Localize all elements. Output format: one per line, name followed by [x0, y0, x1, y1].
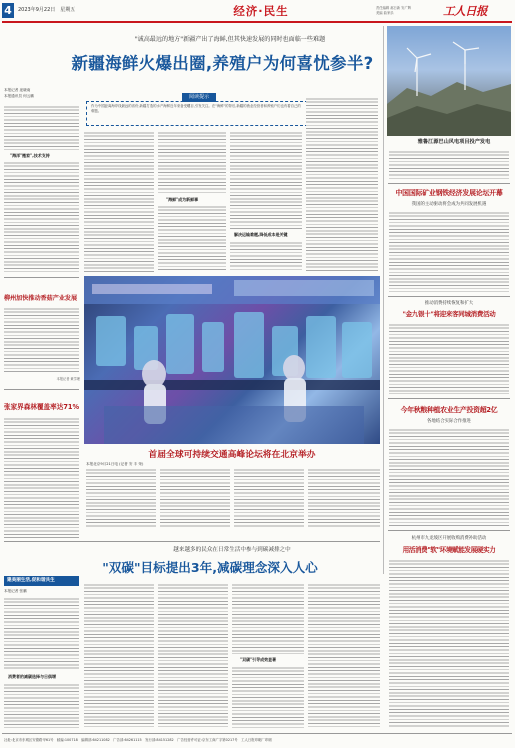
lead-body-col4-a: [230, 130, 302, 230]
forum-subhead: 我国的主动驱动将会成为共同发展机遇: [411, 202, 487, 207]
carbon-body-col4-b: [232, 665, 304, 728]
right-rule: [388, 530, 510, 531]
forum-body: [389, 210, 509, 292]
lead-subhead-3: 解决运输难题,降低成本是关键: [234, 232, 288, 237]
transport-forum-body-4: [308, 467, 380, 527]
jiulongpo-body: [389, 558, 509, 728]
header-rule: [2, 21, 512, 23]
page-number-badge: 4: [2, 3, 14, 18]
transport-forum-body-2: [160, 467, 230, 527]
date-line: 2023年9月22日 星期五: [18, 7, 76, 13]
wind-turbines-illustration: [387, 26, 511, 136]
brief1-body: [4, 306, 79, 374]
bottom-rule: [4, 541, 380, 542]
transport-forum-body-1: [86, 467, 156, 527]
consumption-body: [389, 322, 509, 394]
carbon-subhead-1: 消费者的减碳选择与日俱增: [8, 674, 56, 679]
wind-farm-photo: [387, 26, 511, 136]
transport-forum-byline: 本报北京9月21日电 (记者 安 丰 荣): [86, 462, 144, 466]
carbon-body-col4-a: [232, 582, 304, 654]
wind-farm-caption: 雅鲁江源巴山风电项目投产发电: [417, 139, 491, 145]
seafood-lab-photo: [84, 276, 380, 444]
brief2-title: 张家界森林覆盖率达71%: [4, 403, 80, 411]
right-rule: [388, 183, 510, 184]
lead-byline: 本报记者 庞晓南 本报通讯员 何云鹏: [4, 88, 34, 98]
lab-scene-illustration: [84, 276, 380, 444]
jiulongpo-headline: 用活消费"软"环境赋能发展硬实力: [402, 546, 496, 554]
lead-body-col1-b: [4, 160, 79, 272]
carbon-kicker: 越来越多的民众在日常生活中参与到碳减排之中: [173, 547, 291, 553]
brief1-byline: 本报记者 黄学理: [56, 377, 80, 381]
brief1-title: 柳州加快推动香菇产业发展: [4, 295, 78, 302]
autumn-grain-subhead: 各地结合实际合作推进: [427, 419, 471, 424]
transport-forum-body-3: [234, 467, 304, 527]
brief-rule: [4, 277, 79, 278]
transport-forum-headline: 首届全球可持续交通高峰论坛将在北京举办: [148, 450, 316, 460]
reading-tips-box: 作为中国距离海岸线最远的省份,新疆打造的水产海鲜近年来备受瞩目,引发关注。在"海鲜"的背后,新疆的渔业经营者和养殖户们也有着自己的难题。: [86, 101, 308, 126]
lead-body-col3-a: [158, 130, 226, 194]
newspaper-logo: 工人日报: [443, 4, 487, 18]
forum-headline: 中国国际矿业钢铁经济发展论坛开幕: [395, 189, 503, 197]
carbon-body-col1: [4, 596, 79, 670]
lead-body-col3-b: [158, 204, 226, 272]
carbon-headline: "双碳"目标提出3年,减碳理念深入人心: [102, 560, 318, 575]
lead-body-col4-b: [230, 240, 302, 272]
reading-tips-badge: 阅读提示: [182, 93, 216, 102]
right-rule: [388, 296, 510, 297]
carbon-body-col2: [84, 582, 154, 728]
footer-info: 社址:北京市东城区安德路甲61号 邮编:100718 编辑部:64211082 广告部:64261115 发行部:84151282 广告经营许可证:京东工商广字第0217号 工人日报印刷厂印刷: [4, 738, 272, 742]
autumn-grain-body: [389, 427, 509, 527]
consumption-headline: "金九银十"将迎来客同城消费活动: [402, 310, 496, 318]
lead-subhead-2: "海鲜"成为新鲜事: [166, 197, 199, 202]
carbon-body-col5: [308, 582, 380, 728]
consumption-kicker: 推动消费持续恢复和扩大: [424, 301, 474, 306]
editor-line: 责任编辑 郝日新 安广辉 美编 曲家乐: [376, 6, 412, 15]
carbon-body-col1-b: [4, 682, 79, 728]
carbon-body-col3: [158, 582, 228, 728]
lead-body-col5: [306, 96, 378, 272]
brief-rule: [4, 389, 79, 390]
lead-subhead-1: "海洋"搬家",技术支持: [10, 153, 50, 158]
section-title: 经济·民生: [233, 4, 289, 18]
lead-kicker: "诚高最远的地方"新疆产出了海鲜,但其快速发展的同时也面临一些难题: [134, 36, 326, 43]
brief2-body: [4, 416, 79, 538]
wind-farm-body: [389, 149, 509, 179]
lead-body-col1-a: [4, 104, 79, 150]
autumn-grain-headline: 今年秋粮种植农业生产投资超2亿: [400, 406, 498, 414]
page-header: [0, 0, 515, 24]
bottom-left-label: 建美丽生活,促和谐共生: [4, 576, 79, 586]
lead-body-col2: [84, 130, 154, 272]
carbon-subhead-2: "双碳"引导成效显著: [240, 657, 277, 662]
jiulongpo-kicker: 杭州市九龙坡区开展收购消费补助活动: [411, 536, 487, 541]
footer-rule: [2, 733, 512, 734]
right-rule: [388, 398, 510, 399]
column-divider: [383, 26, 384, 574]
lead-headline: 新疆海鲜火爆出圈,养殖户为何喜忧参半?: [71, 54, 374, 73]
carbon-byline: 本报记者 张鹏: [4, 589, 27, 593]
